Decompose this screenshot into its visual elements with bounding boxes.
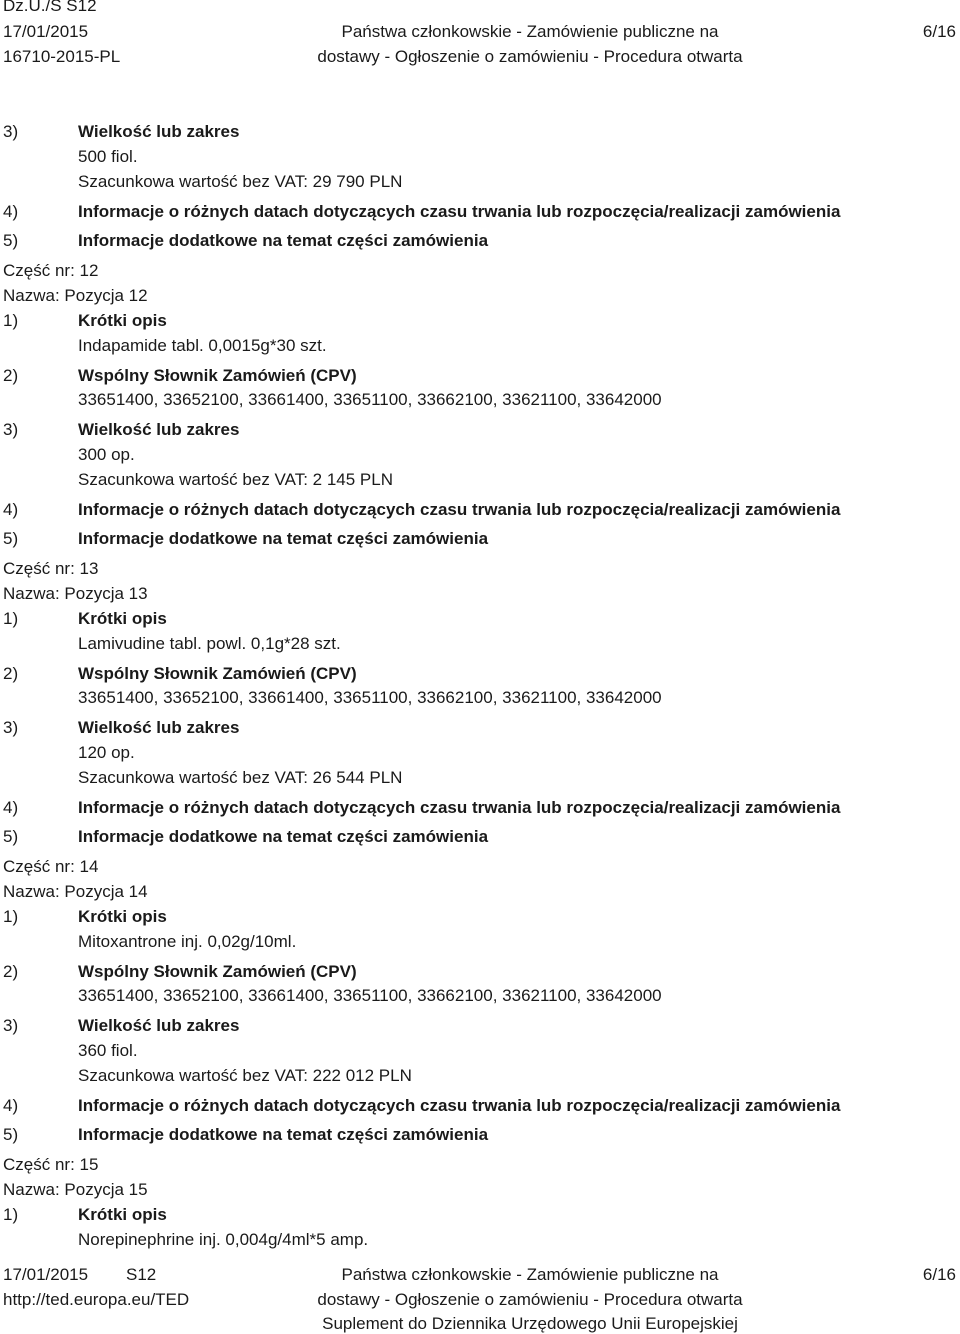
section-heading-dates: Informacje o różnych datach dotyczących czasu trwania lub rozpoczęcia/realizacji zamówienia — [78, 202, 841, 221]
section-number: 5) — [3, 827, 19, 846]
quantity-value: 500 fiol. — [78, 147, 138, 166]
section-number: 1) — [3, 907, 19, 926]
short-description: Lamivudine tabl. powl. 0,1g*28 szt. — [78, 634, 341, 653]
part-name: Nazwa: Pozycja 15 — [3, 1180, 148, 1199]
section-number: 5) — [3, 1125, 19, 1144]
cpv-codes: 33651400, 33652100, 33661400, 33651100, 33662100, 33621100, 33642000 — [78, 986, 662, 1005]
footer-date: 17/01/2015 — [3, 1265, 89, 1284]
part-number: Część nr: 15 — [3, 1155, 99, 1174]
section-heading-additional: Informacje dodatkowe na temat części zamówienia — [78, 827, 489, 846]
section-heading-additional: Informacje dodatkowe na temat części zamówienia — [78, 231, 489, 250]
cpv-codes: 33651400, 33652100, 33661400, 33651100, 33662100, 33621100, 33642000 — [78, 390, 662, 409]
section-heading-description: Krótki opis — [78, 1205, 167, 1224]
section-heading-quantity: Wielkość lub zakres — [78, 420, 240, 439]
section-heading-dates: Informacje o różnych datach dotyczących czasu trwania lub rozpoczęcia/realizacji zamówienia — [78, 1096, 841, 1115]
header-title-line1: Państwa członkowskie - Zamówienie publiczne na — [341, 22, 719, 41]
header-title-line2: dostawy - Ogłoszenie o zamówieniu - Procedura otwarta — [317, 47, 743, 66]
part-name: Nazwa: Pozycja 14 — [3, 882, 148, 901]
section-number: 5) — [3, 529, 19, 548]
section-number: 2) — [3, 366, 19, 385]
section-heading-additional: Informacje dodatkowe na temat części zamówienia — [78, 529, 489, 548]
section-heading-additional: Informacje dodatkowe na temat części zamówienia — [78, 1125, 489, 1144]
section-number: 4) — [3, 500, 19, 519]
quantity-value: 300 op. — [78, 445, 135, 464]
section-number: 2) — [3, 962, 19, 981]
section-heading-dates: Informacje o różnych datach dotyczących czasu trwania lub rozpoczęcia/realizacji zamówienia — [78, 500, 841, 519]
section-number: 1) — [3, 609, 19, 628]
quantity-value: 120 op. — [78, 743, 135, 762]
section-number: 3) — [3, 1016, 19, 1035]
section-heading-cpv: Wspólny Słownik Zamówień (CPV) — [78, 664, 357, 683]
part-number: Część nr: 12 — [3, 261, 99, 280]
section-number: 3) — [3, 122, 19, 141]
short-description: Indapamide tabl. 0,0015g*30 szt. — [78, 336, 327, 355]
journal-ref: Dz.U./S S12 — [3, 0, 97, 15]
section-number: 1) — [3, 1205, 19, 1224]
footer-title-line2: dostawy - Ogłoszenie o zamówieniu - Procedura otwarta — [317, 1290, 743, 1309]
section-heading-cpv: Wspólny Słownik Zamówień (CPV) — [78, 366, 357, 385]
notice-number: 16710-2015-PL — [3, 47, 121, 66]
section-heading-description: Krótki opis — [78, 311, 167, 330]
estimated-value: Szacunkowa wartość bez VAT: 222 012 PLN — [78, 1066, 412, 1085]
header-date: 17/01/2015 — [3, 22, 89, 41]
estimated-value: Szacunkowa wartość bez VAT: 29 790 PLN — [78, 172, 403, 191]
ted-link[interactable]: http://ted.europa.eu/TED — [3, 1290, 190, 1309]
header-page-number: 6/16 — [922, 22, 956, 41]
section-heading-dates: Informacje o różnych datach dotyczących czasu trwania lub rozpoczęcia/realizacji zamówienia — [78, 798, 841, 817]
part-name: Nazwa: Pozycja 12 — [3, 286, 148, 305]
part-number: Część nr: 14 — [3, 857, 99, 876]
part-name: Nazwa: Pozycja 13 — [3, 584, 148, 603]
footer-page-number: 6/16 — [922, 1265, 956, 1284]
section-number: 2) — [3, 664, 19, 683]
section-number: 1) — [3, 311, 19, 330]
footer-title-line3: Suplement do Dziennika Urzędowego Unii Europejskiej — [322, 1314, 738, 1333]
section-heading-cpv: Wspólny Słownik Zamówień (CPV) — [78, 962, 357, 981]
section-number: 5) — [3, 231, 19, 250]
short-description: Mitoxantrone inj. 0,02g/10ml. — [78, 932, 297, 951]
section-heading-quantity: Wielkość lub zakres — [78, 1016, 240, 1035]
cpv-codes: 33651400, 33652100, 33661400, 33651100, 33662100, 33621100, 33642000 — [78, 688, 662, 707]
quantity-value: 360 fiol. — [78, 1041, 138, 1060]
section-number: 4) — [3, 798, 19, 817]
section-heading-quantity: Wielkość lub zakres — [78, 122, 240, 141]
footer-series: S12 — [126, 1265, 157, 1284]
footer-title-line1: Państwa członkowskie - Zamówienie publiczne na — [341, 1265, 719, 1284]
section-heading-quantity: Wielkość lub zakres — [78, 718, 240, 737]
section-number: 4) — [3, 1096, 19, 1115]
part-number: Część nr: 13 — [3, 559, 99, 578]
estimated-value: Szacunkowa wartość bez VAT: 26 544 PLN — [78, 768, 403, 787]
estimated-value: Szacunkowa wartość bez VAT: 2 145 PLN — [78, 470, 393, 489]
short-description: Norepinephrine inj. 0,004g/4ml*5 amp. — [78, 1230, 369, 1249]
section-number: 3) — [3, 718, 19, 737]
section-number: 4) — [3, 202, 19, 221]
section-heading-description: Krótki opis — [78, 609, 167, 628]
section-heading-description: Krótki opis — [78, 907, 167, 926]
section-number: 3) — [3, 420, 19, 439]
